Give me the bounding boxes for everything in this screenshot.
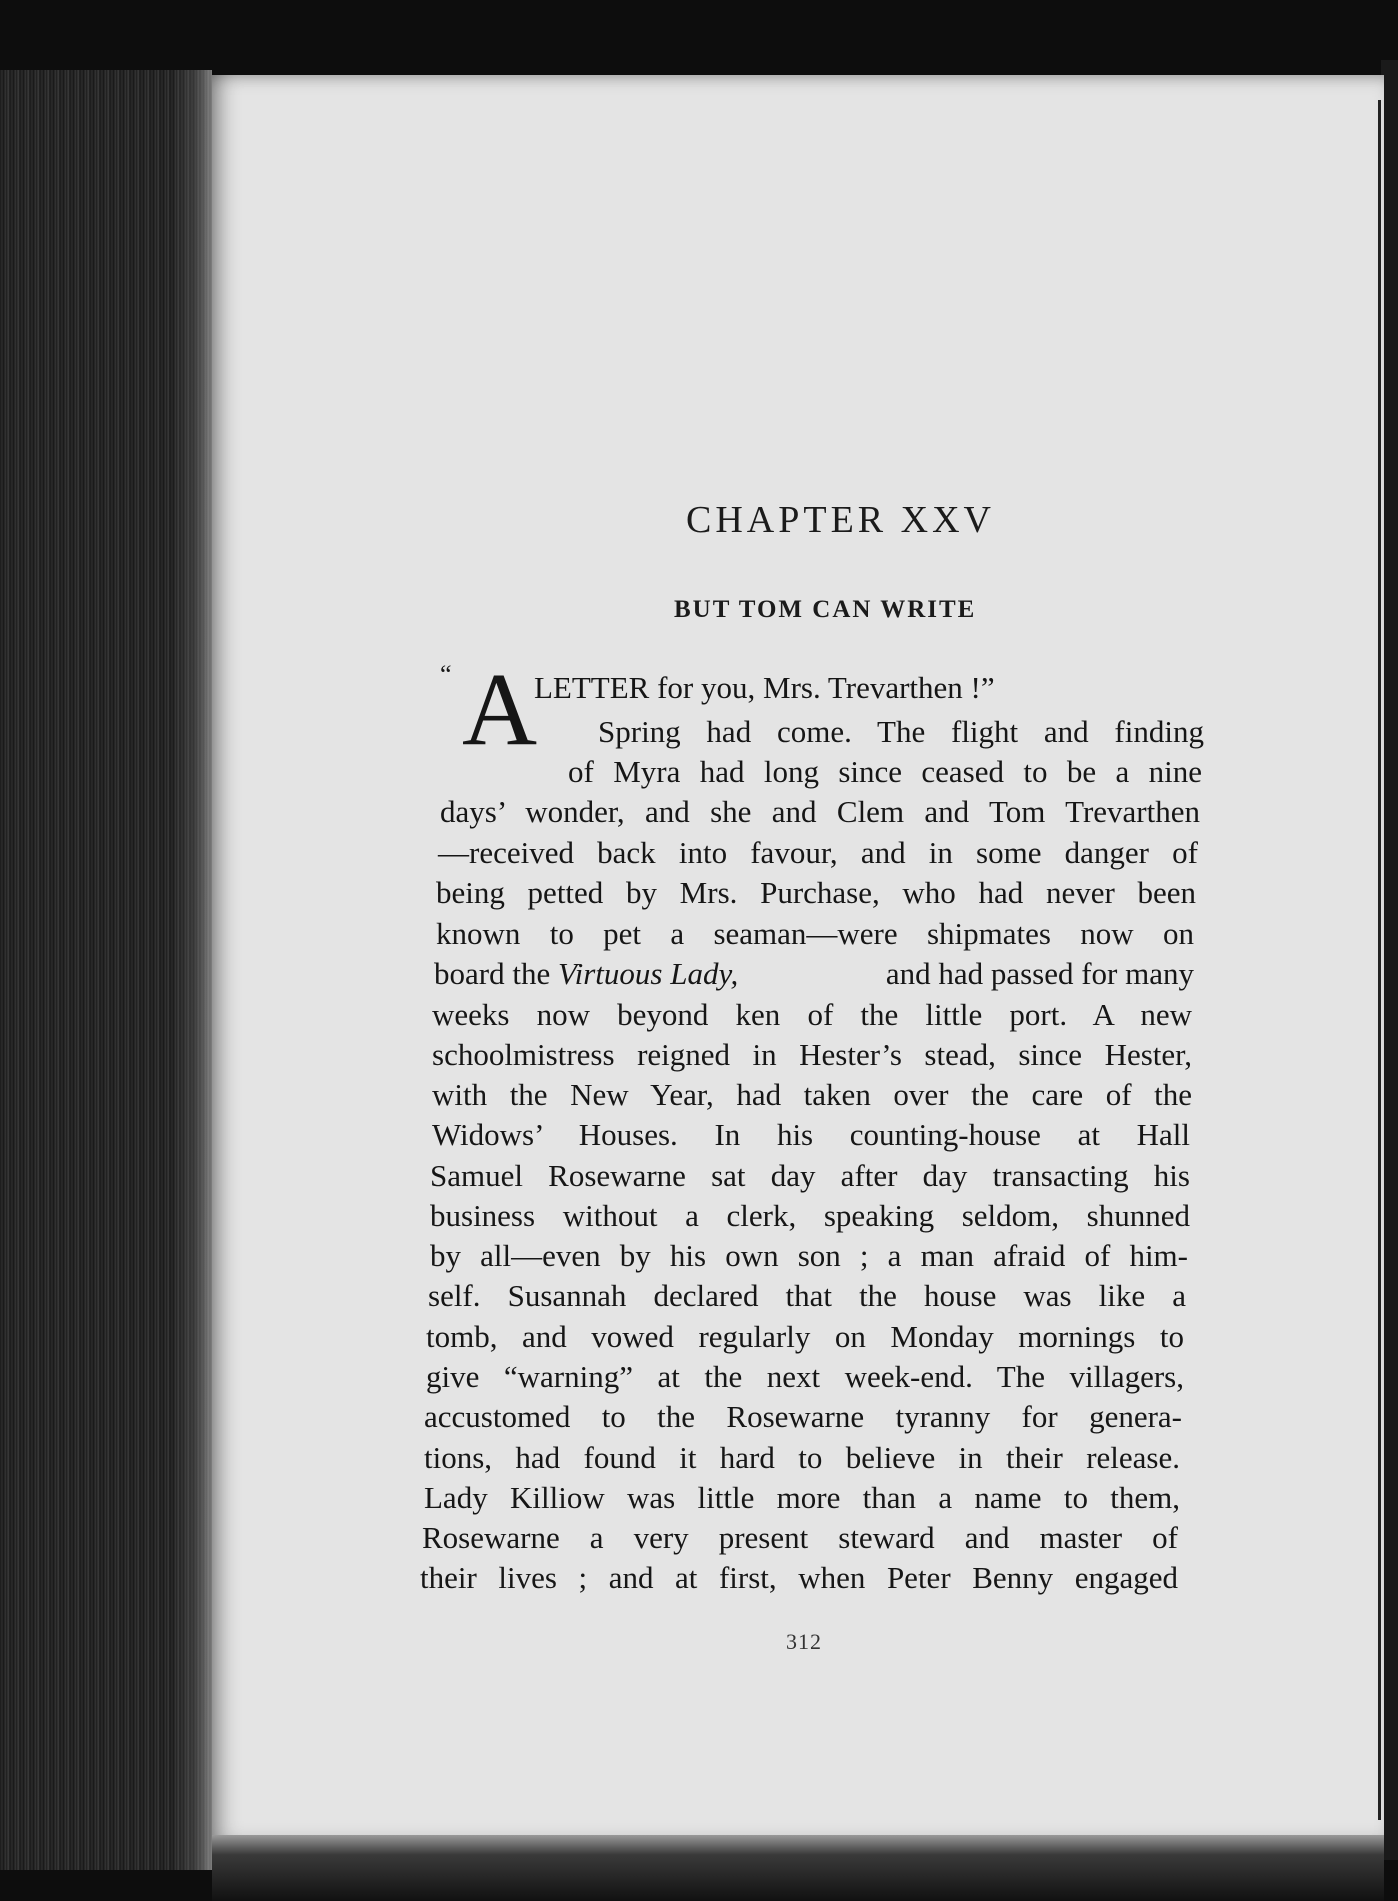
body-line-20: Lady Killiow was little more than a name to them, xyxy=(424,1480,1180,1515)
opening-quote-mark: “ xyxy=(440,660,452,689)
body-line-1: Spring had come. The flight and finding xyxy=(598,714,1204,749)
body-line-5: being petted by Mrs. Purchase, who had never been xyxy=(436,875,1196,910)
body-line-15: self. Susannah declared that the house was like a xyxy=(428,1278,1186,1313)
body-line-22: their lives ; and at first, when Peter Benny engaged xyxy=(420,1560,1178,1595)
opening-line-text: LETTER for you, Mrs. Trevarthen !” xyxy=(534,670,995,705)
body-line-12: Samuel Rosewarne sat day after day transacting his xyxy=(430,1158,1190,1193)
chapter-heading-text: CHAPTER XXV xyxy=(686,499,995,541)
body-line-7 xyxy=(434,954,1194,994)
body-line-13: business without a clerk, speaking seldom, shunned xyxy=(430,1198,1190,1233)
page-number: 312 xyxy=(786,1629,822,1654)
body-line-2: of Myra had long since ceased to be a nine xyxy=(568,754,1202,789)
drop-cap-letter: A xyxy=(462,652,538,767)
body-line-18: accustomed to the Rosewarne tyranny for genera- xyxy=(424,1399,1182,1434)
ship-name: Virtuous Lady, xyxy=(557,956,739,991)
body-line-7-b: and had passed for many xyxy=(885,956,1194,991)
body-line-6: known to pet a seaman—were shipmates now on xyxy=(436,916,1194,951)
body-line-10: with the New Year, had taken over the care of the xyxy=(432,1077,1192,1112)
body-line-21: Rosewarne a very present steward and master of xyxy=(422,1520,1178,1555)
body-line-14: by all—even by his own son ; a man afraid of him- xyxy=(430,1238,1188,1273)
body-line-11: Widows’ Houses. In his counting-house at Hall xyxy=(432,1117,1190,1152)
body-line-8: weeks now beyond ken of the little port. A new xyxy=(432,997,1192,1032)
body-line-7-start xyxy=(434,954,738,994)
body-line-19: tions, had found it hard to believe in their release. xyxy=(424,1440,1180,1475)
body-line-16: tomb, and vowed regularly on Monday mornings to xyxy=(426,1319,1184,1354)
chapter-subtitle: BUT TOM CAN WRITE xyxy=(674,596,977,623)
body-line-7-a: board the xyxy=(434,956,558,991)
body-line-9: schoolmistress reigned in Hester’s stead, since Hester, xyxy=(432,1037,1192,1072)
body-line-4: —received back into favour, and in some danger of xyxy=(438,835,1198,870)
body-line-17: give “warning” at the next week-end. The villagers, xyxy=(426,1359,1184,1394)
body-line-3: days’ wonder, and she and Clem and Tom Trevarthen xyxy=(440,794,1200,829)
